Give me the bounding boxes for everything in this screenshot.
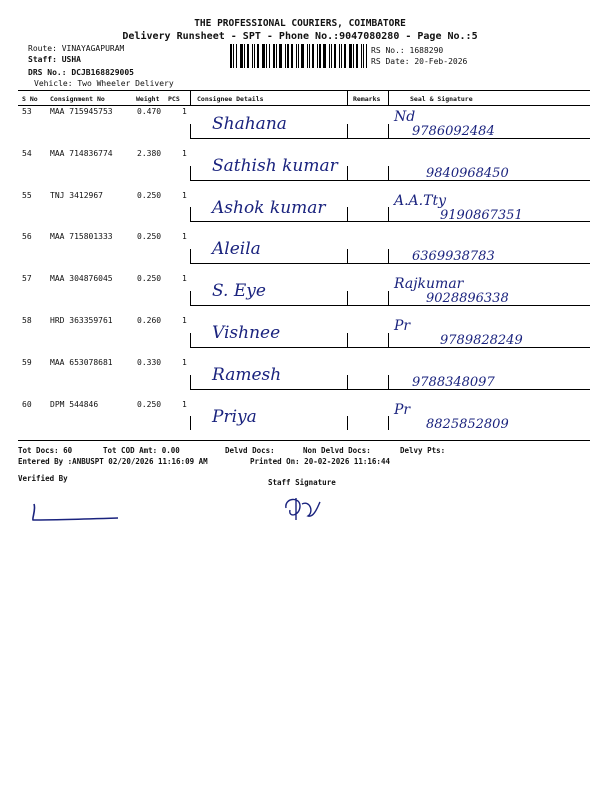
col-divider (347, 124, 348, 138)
row-weight: 0.470 (137, 107, 162, 116)
col-divider (190, 207, 191, 221)
verified-by-signature (28, 500, 123, 525)
row-seal-signature: Pr (394, 401, 411, 418)
row-divider (190, 305, 590, 306)
barcode-bar (252, 44, 253, 68)
barcode-bar (257, 44, 259, 68)
row-consignee-signature: Priya (212, 406, 257, 427)
col-divider (190, 375, 191, 389)
col-divider (388, 249, 389, 263)
row-divider (190, 180, 590, 181)
barcode-bar (361, 44, 362, 68)
row-sno: 58 (22, 316, 32, 325)
delvy-pts: Delvy Pts: (400, 446, 446, 455)
col-seal-signature: Seal & Signature (410, 95, 473, 103)
barcode-bar (349, 44, 352, 68)
drs-number: DRS No.: DCJB168829005 (28, 68, 134, 77)
row-seal-signature: A.A.Tty (394, 192, 446, 209)
row-pcs: 1 (182, 316, 187, 325)
col-divider (388, 207, 389, 221)
barcode-bar (366, 44, 367, 68)
row-pcs: 1 (182, 190, 187, 200)
table-bottom-rule (18, 440, 590, 441)
row-pcs: 1 (182, 274, 187, 284)
col-pcs: PCS (168, 95, 180, 103)
staff-signature-label: Staff Signature (268, 478, 336, 487)
row-pcs: 1 (182, 107, 187, 116)
col-divider (347, 90, 348, 106)
barcode-bar (296, 44, 297, 68)
row-consignee-signature: Sathish kumar (212, 155, 338, 176)
row-seal-signature: Nd (394, 109, 416, 125)
row-pcs: 1 (182, 399, 187, 409)
barcode-bar (244, 44, 245, 68)
rs-date: RS Date: 20-Feb-2026 (371, 57, 468, 66)
company-title: THE PROFESSIONAL COURIERS, COIMBATORE (194, 18, 406, 29)
row-weight: 0.250 (137, 399, 162, 409)
tot-docs: Tot Docs: 60 (18, 446, 73, 455)
row-weight: 0.250 (137, 274, 162, 284)
barcode-bar (287, 44, 289, 68)
barcode-bar (269, 44, 270, 68)
row-consignee-signature: Aleila (212, 239, 261, 260)
barcode-bar (262, 44, 265, 68)
row-consignment-no: MAA 714836774 (50, 148, 113, 158)
row-consignment-no: HRD 363359761 (50, 316, 113, 325)
barcode-bar (279, 44, 282, 68)
barcode-bar (266, 44, 267, 68)
printed-on: Printed On: 20-02-2026 11:16:44 (250, 457, 390, 466)
row-weight: 2.380 (137, 148, 162, 158)
row-signature-phone: 9840968450 (426, 165, 509, 181)
route-label: Route: VINAYAGAPURAM (28, 44, 125, 53)
col-divider (190, 166, 191, 180)
col-divider (190, 124, 191, 138)
row-consignee-signature: Vishnee (212, 323, 281, 343)
barcode-bar (254, 44, 255, 68)
verified-by-label: Verified By (18, 474, 68, 483)
row-consignment-no: MAA 715801333 (50, 232, 113, 242)
col-divider (388, 291, 389, 305)
row-sno: 60 (22, 399, 32, 409)
barcode-bar (301, 44, 304, 68)
tot-cod-amt: Tot COD Amt: 0.00 (103, 446, 180, 455)
barcode-bar (334, 44, 336, 68)
col-weight: Weight (136, 95, 160, 103)
col-remarks: Remarks (353, 95, 381, 103)
row-divider (190, 221, 590, 222)
row-weight: 0.330 (137, 357, 162, 367)
row-signature-phone: 9028896338 (426, 291, 509, 307)
barcode-bar (233, 44, 234, 68)
row-consignee-signature: Ashok kumar (212, 197, 326, 218)
col-divider (388, 124, 389, 138)
row-weight: 0.250 (137, 232, 162, 242)
barcode-bar (247, 44, 249, 68)
row-consignment-no: MAA 304876045 (50, 274, 113, 284)
barcode-bar (309, 44, 310, 68)
row-pcs: 1 (182, 357, 187, 367)
row-signature-phone: 9788348097 (412, 374, 495, 390)
row-divider (190, 389, 590, 390)
col-divider (347, 333, 348, 347)
row-sno: 56 (22, 232, 32, 242)
row-sno: 55 (22, 190, 32, 200)
barcode-bar (240, 44, 243, 68)
row-pcs: 1 (182, 232, 187, 242)
row-signature-phone: 9190867351 (440, 207, 523, 223)
col-divider (190, 249, 191, 263)
header-rule-top (18, 90, 590, 91)
col-divider (190, 90, 191, 106)
col-divider (388, 166, 389, 180)
row-weight: 0.260 (137, 316, 162, 325)
row-sno: 53 (22, 107, 32, 116)
row-consignment-no: DPM 544846 (50, 399, 99, 409)
barcode-bar (329, 44, 330, 68)
row-weight: 0.250 (137, 190, 162, 200)
staff-signature (280, 494, 325, 524)
row-consignment-no: MAA 715945753 (50, 107, 113, 116)
row-consignee-signature: Shahana (212, 114, 287, 134)
row-signature-phone: 8825852809 (426, 416, 509, 432)
barcode-bar (312, 44, 314, 68)
barcode-bar (298, 44, 299, 68)
row-signature-phone: 9789828249 (440, 333, 523, 348)
col-divider (388, 416, 389, 430)
barcode-bar (331, 44, 332, 68)
barcode-bar (291, 44, 293, 68)
row-seal-signature: Pr (394, 318, 411, 334)
entered-by: Entered By :ANBUSPT 02/20/2026 11:16:09 AM (18, 457, 208, 466)
barcode-bar (353, 44, 354, 68)
barcode-bar (341, 44, 342, 68)
barcode-bar (323, 44, 326, 68)
col-divider (347, 375, 348, 389)
col-divider (388, 333, 389, 347)
col-divider (190, 333, 191, 347)
row-consignment-no: MAA 653078681 (50, 357, 113, 367)
header-rule-bottom (18, 105, 590, 106)
col-divider (388, 90, 389, 106)
barcode-bar (285, 44, 286, 68)
delvd-docs: Delvd Docs: (225, 446, 275, 455)
col-divider (347, 207, 348, 221)
row-signature-phone: 9786092484 (412, 124, 495, 139)
col-divider (347, 249, 348, 263)
barcode-bar (356, 44, 358, 68)
barcode-bar (344, 44, 346, 68)
barcode-bar (317, 44, 318, 68)
row-signature-phone: 6369938783 (412, 249, 495, 265)
barcode-bar (273, 44, 275, 68)
col-divider (190, 416, 191, 430)
barcode-bar (230, 44, 232, 68)
non-delvd-docs: Non Delvd Docs: (303, 446, 371, 455)
col-divider (347, 291, 348, 305)
col-consignee: Consignee Details (197, 95, 264, 103)
row-divider (190, 138, 590, 139)
barcode-bar (319, 44, 321, 68)
barcode-bar (363, 44, 364, 68)
barcode-bar (276, 44, 277, 68)
row-divider (190, 347, 590, 348)
vehicle-label: Vehicle: Two Wheeler Delivery (34, 79, 174, 88)
col-divider (190, 291, 191, 305)
row-sno: 54 (22, 148, 32, 158)
barcode-bar (236, 44, 237, 68)
row-consignment-no: TNJ 3412967 (50, 190, 103, 200)
row-sno: 57 (22, 274, 32, 284)
row-consignee-signature: S. Eye (212, 281, 266, 302)
barcode-bar (307, 44, 308, 68)
col-consignment: Consignment No (50, 95, 105, 103)
staff-label: Staff: USHA (28, 55, 81, 64)
runsheet-subtitle: Delivery Runsheet - SPT - Phone No.:9047080280 - Page No.:5 (122, 31, 478, 42)
row-consignee-signature: Ramesh (212, 364, 282, 385)
row-pcs: 1 (182, 148, 187, 158)
row-seal-signature: Rajkumar (394, 276, 464, 293)
rs-number: RS No.: 1688290 (371, 46, 444, 55)
col-divider (388, 375, 389, 389)
row-divider (190, 263, 590, 264)
col-divider (347, 416, 348, 430)
barcode-bar (339, 44, 340, 68)
barcode (230, 44, 368, 68)
row-sno: 59 (22, 357, 32, 367)
col-sno: S No (22, 95, 38, 103)
col-divider (347, 166, 348, 180)
